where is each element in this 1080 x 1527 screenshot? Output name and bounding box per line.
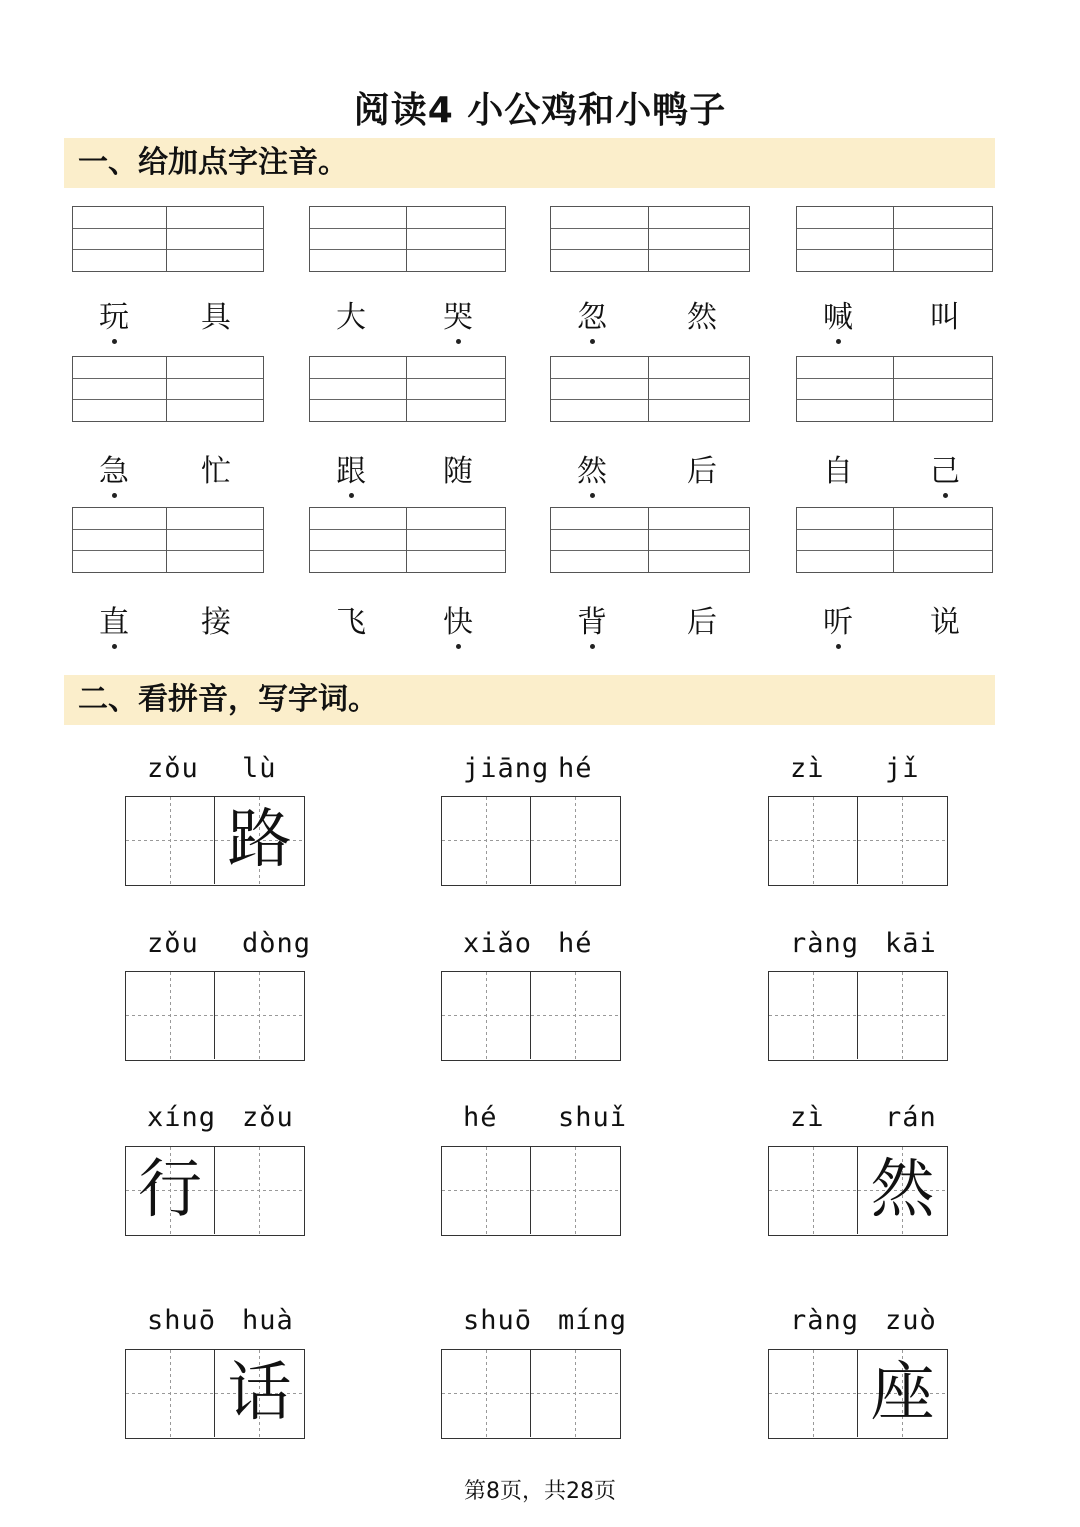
written-character: [126, 1350, 214, 1437]
character-writing-cell[interactable]: [442, 1350, 531, 1437]
pinyin-label: shuō: [147, 1305, 217, 1336]
pinyin-label: lù: [242, 753, 277, 784]
character-writing-cell[interactable]: [531, 797, 620, 884]
word-character: 大: [336, 300, 366, 335]
character-writing-cell[interactable]: [215, 1350, 304, 1437]
tianzige-grid: [768, 971, 948, 1061]
character-writing-cell[interactable]: [215, 972, 304, 1059]
pinyin-answer-box[interactable]: [309, 507, 506, 573]
pinyin-label: hé: [558, 928, 593, 959]
tianzige-grid: [125, 1146, 305, 1236]
page-title: 阅读4 小公鸡和小鸭子: [353, 90, 727, 131]
pinyin-answer-box[interactable]: [796, 507, 993, 573]
word-character: 接: [201, 605, 231, 640]
pinyin-answer-box[interactable]: [309, 356, 506, 422]
pinyin-answer-box[interactable]: [309, 206, 506, 272]
tianzige-grid: [768, 1146, 948, 1236]
written-character: [531, 972, 620, 1059]
tianzige-grid: [768, 1349, 948, 1439]
pinyin-answer-box[interactable]: [72, 206, 264, 272]
written-character: [769, 797, 857, 884]
character-writing-cell[interactable]: [858, 797, 947, 884]
pinyin-label: míng: [558, 1305, 628, 1336]
box-divider: [893, 207, 894, 271]
box-divider: [648, 357, 649, 421]
box-divider: [893, 357, 894, 421]
written-character: [442, 1350, 530, 1437]
character-writing-cell[interactable]: [769, 972, 858, 1059]
pinyin-answer-box[interactable]: [72, 507, 264, 573]
tianzige-grid: [125, 796, 305, 886]
pinyin-label: kāi: [885, 928, 937, 959]
word-character: 听: [818, 597, 858, 641]
word-character: 自: [823, 454, 853, 489]
written-character: [531, 1350, 620, 1437]
word-character: 直: [94, 597, 134, 641]
written-character: [769, 1350, 857, 1437]
tianzige-grid: [125, 1349, 305, 1439]
written-character: [769, 972, 857, 1059]
tianzige-grid: [441, 796, 621, 886]
box-divider: [406, 207, 407, 271]
pinyin-label: zǒu: [242, 1102, 294, 1133]
pinyin-label: ràng: [790, 928, 860, 959]
page-number: 第8页，共28页: [464, 1479, 616, 1504]
section-2-heading: 二、看拼音，写字词。: [64, 675, 995, 725]
written-character: [442, 1147, 530, 1234]
box-divider: [406, 357, 407, 421]
written-character: 然: [870, 1153, 935, 1227]
pinyin-label: shuō: [463, 1305, 533, 1336]
written-character: 话: [227, 1356, 292, 1430]
written-character: 路: [227, 803, 292, 877]
written-character: [126, 972, 214, 1059]
box-divider: [648, 508, 649, 572]
character-writing-cell[interactable]: [442, 797, 531, 884]
written-character: 行: [138, 1153, 202, 1227]
pinyin-label: zì: [790, 753, 825, 784]
written-character: [858, 797, 947, 884]
word-character: 随: [443, 454, 473, 489]
pinyin-answer-box[interactable]: [72, 356, 264, 422]
pinyin-label: xíng: [147, 1102, 217, 1133]
tianzige-grid: [441, 1349, 621, 1439]
tianzige-grid: [125, 971, 305, 1061]
word-character: 背: [572, 597, 612, 641]
pinyin-label: jiāng: [463, 753, 550, 784]
written-character: [215, 1147, 304, 1234]
tianzige-grid: [441, 1146, 621, 1236]
pinyin-label: zuò: [885, 1305, 937, 1336]
word-character: 急: [94, 446, 134, 490]
character-writing-cell[interactable]: [531, 972, 620, 1059]
written-character: [531, 1147, 620, 1234]
pinyin-label: shuǐ: [558, 1102, 628, 1133]
box-divider: [406, 508, 407, 572]
word-character: 后: [687, 454, 717, 489]
written-character: [531, 797, 620, 884]
pinyin-answer-box[interactable]: [796, 206, 993, 272]
character-writing-cell[interactable]: [126, 972, 215, 1059]
character-writing-cell[interactable]: [126, 1147, 215, 1234]
character-writing-cell[interactable]: [858, 1350, 947, 1437]
character-writing-cell[interactable]: [769, 1350, 858, 1437]
character-writing-cell[interactable]: [215, 1147, 304, 1234]
character-writing-cell[interactable]: [858, 972, 947, 1059]
character-writing-cell[interactable]: [769, 797, 858, 884]
written-character: 座: [870, 1356, 935, 1430]
pinyin-answer-box[interactable]: [796, 356, 993, 422]
character-writing-cell[interactable]: [215, 797, 304, 884]
word-character: 跟: [331, 446, 371, 490]
pinyin-label: ràng: [790, 1305, 860, 1336]
word-character: 后: [687, 605, 717, 640]
pinyin-label: zǒu: [147, 928, 199, 959]
written-character: [858, 972, 947, 1059]
character-writing-cell[interactable]: [126, 797, 215, 884]
pinyin-label: zì: [790, 1102, 825, 1133]
character-writing-cell[interactable]: [531, 1147, 620, 1234]
word-character: 说: [930, 605, 960, 640]
word-character: 忙: [201, 454, 231, 489]
tianzige-grid: [768, 796, 948, 886]
box-divider: [648, 207, 649, 271]
box-divider: [166, 357, 167, 421]
word-character: 然: [572, 446, 612, 490]
character-writing-cell[interactable]: [858, 1147, 947, 1234]
word-character: 己: [925, 446, 965, 490]
box-divider: [166, 508, 167, 572]
pinyin-answer-box[interactable]: [550, 206, 750, 272]
word-character: 玩: [94, 292, 134, 336]
tianzige-grid: [441, 971, 621, 1061]
pinyin-label: huà: [242, 1305, 294, 1336]
pinyin-label: hé: [463, 1102, 498, 1133]
word-character: 飞: [336, 605, 366, 640]
word-character: 具: [201, 300, 231, 335]
written-character: [215, 972, 304, 1059]
section-1-heading: 一、给加点字注音。: [64, 138, 995, 188]
word-character: 然: [687, 300, 717, 335]
box-divider: [166, 207, 167, 271]
pinyin-label: rán: [885, 1102, 937, 1133]
pinyin-label: dòng: [242, 928, 312, 959]
character-writing-cell[interactable]: [442, 972, 531, 1059]
written-character: [769, 1147, 857, 1234]
character-writing-cell[interactable]: [531, 1350, 620, 1437]
word-character: 忽: [572, 292, 612, 336]
character-writing-cell[interactable]: [442, 1147, 531, 1234]
pinyin-label: jǐ: [885, 753, 920, 784]
character-writing-cell[interactable]: [769, 1147, 858, 1234]
word-character: 喊: [818, 292, 858, 336]
word-character: 哭: [438, 292, 478, 336]
pinyin-answer-box[interactable]: [550, 356, 750, 422]
pinyin-label: xiǎo: [463, 928, 533, 959]
word-character: 叫: [930, 300, 960, 335]
pinyin-label: hé: [558, 753, 593, 784]
character-writing-cell[interactable]: [126, 1350, 215, 1437]
pinyin-label: zǒu: [147, 753, 199, 784]
word-character: 快: [438, 597, 478, 641]
written-character: [442, 797, 530, 884]
box-divider: [893, 508, 894, 572]
pinyin-answer-box[interactable]: [550, 507, 750, 573]
written-character: [442, 972, 530, 1059]
written-character: [126, 797, 214, 884]
